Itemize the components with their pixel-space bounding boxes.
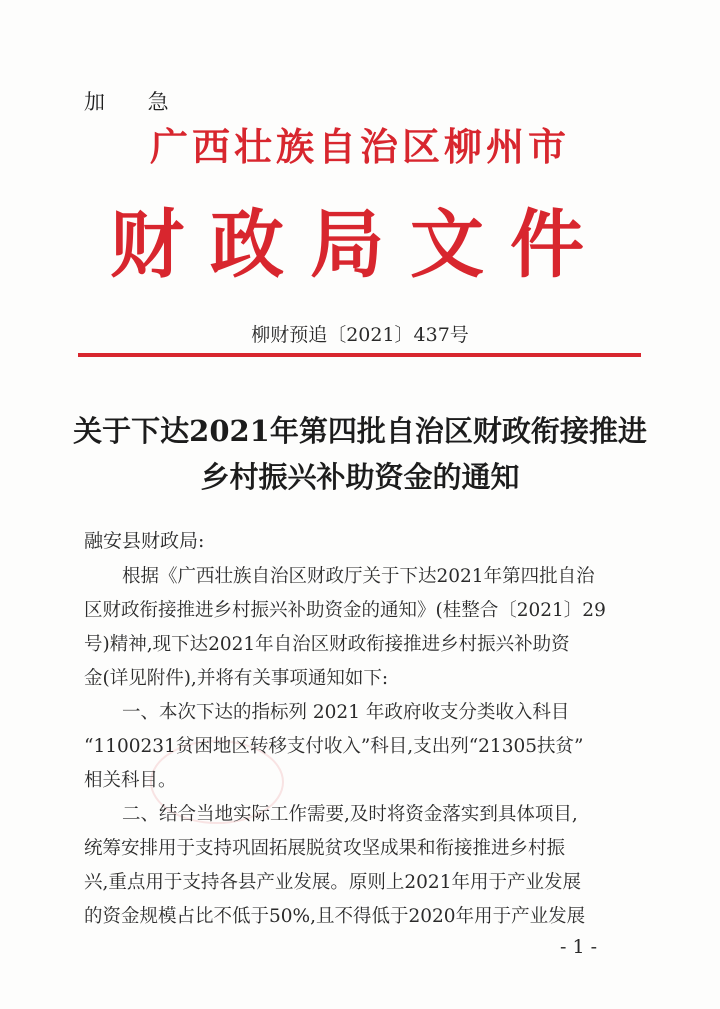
document-number: 柳财预追〔2021〕437号 [251, 324, 469, 346]
paragraph-line: 号)精神,现下达2021年自治区财政衔接推进乡村振兴补助资 [84, 634, 570, 655]
paragraph-line: 相关科目。 [84, 770, 177, 791]
urgency-label: 加 急 [84, 90, 187, 114]
title-line-1: 关于下达2021年第四批自治区财政衔接推进 [73, 414, 647, 448]
paragraph-item-2 [84, 798, 644, 934]
paragraph-item-1 [84, 696, 644, 798]
page-number: - 1 - [560, 936, 598, 958]
title-line-2: 乡村振兴补助资金的通知 [200, 460, 520, 494]
paragraph-line: 二、结合当地实际工作需要,及时将资金落实到具体项目, [122, 804, 578, 825]
paragraph-basis [84, 560, 644, 696]
red-separator-line [78, 353, 641, 357]
issuer-name: 广西壮族自治区柳州市 [149, 124, 570, 169]
paragraph-line: “1100231贫困地区转移支付收入”科目,支出列“21305扶贫” [84, 736, 584, 757]
notice-title [70, 408, 650, 500]
paragraph-line: 金(详见附件),并将有关事项通知如下: [84, 668, 389, 689]
paragraph-line: 的资金规模占比不低于50%,且不得低于2020年用于产业发展 [84, 906, 586, 927]
paragraph-line: 兴,重点用于支持各县产业发展。原则上2021年用于产业发展 [84, 872, 581, 893]
paragraph-line: 统筹安排用于支持巩固拓展脱贫攻坚成果和衔接推进乡村振 [84, 838, 566, 859]
salutation: 融安县财政局: [84, 530, 205, 552]
document-type-heading: 财政局文件 [110, 202, 610, 288]
paragraph-line: 区财政衔接推进乡村振兴补助资金的通知》(桂整合〔2021〕29 [84, 600, 606, 621]
paragraph-line: 一、本次下达的指标列 2021 年政府收支分类收入科目 [122, 702, 570, 723]
paragraph-line: 根据《广西壮族自治区财政厅关于下达2021年第四批自治 [122, 566, 595, 587]
